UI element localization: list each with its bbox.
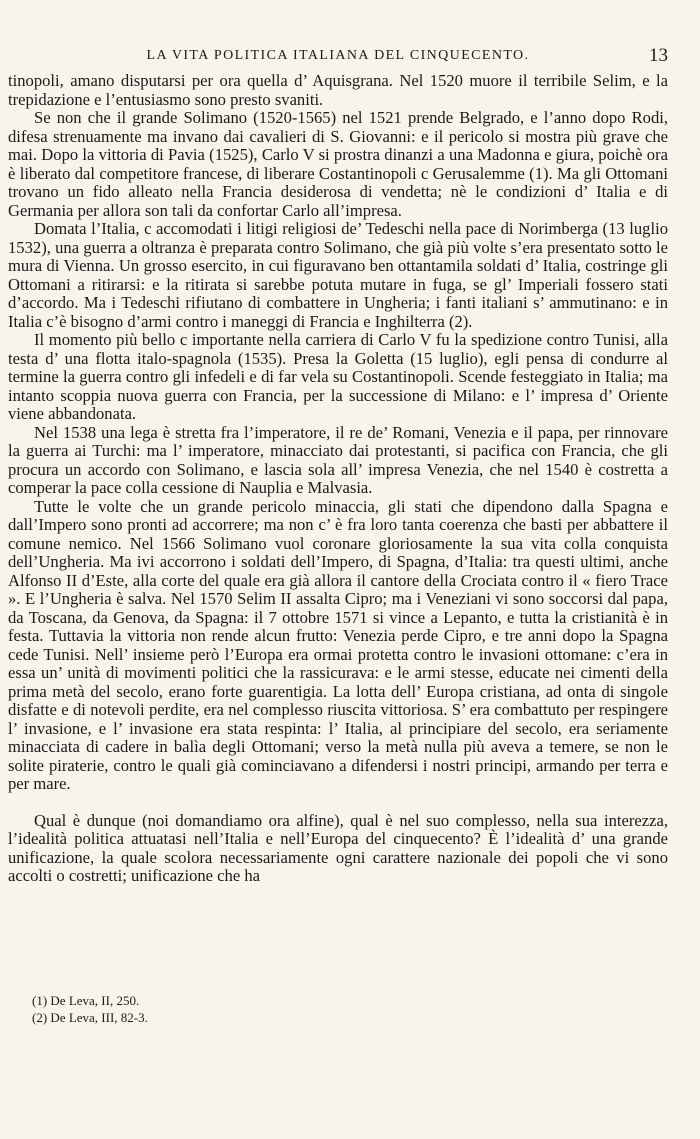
page-header — [8, 45, 668, 72]
paragraph: Qual è dunque (noi domandiamo ora alfine), qual è nel suo complesso, nella sua interezza, l’idealità politica attuatasi nell’Italia e nell’Europa del cinquecento? È l’idealità d’ una grande unificazione, la quale scolora necessariamente ogni carattere nazionale dei popoli che vi sono accolti o costretti; unificazione che ha — [8, 810, 668, 885]
footnotes — [32, 992, 148, 1026]
body-text — [8, 72, 668, 886]
paragraph: Se non che il grande Solimano (1520-1565) nel 1521 prende Belgrado, e l’anno dopo Rodi, difesa strenuamente ma invano dai cavalieri di S. Giovanni: e il pericolo si mostra più grave che mai. Dopo la vittoria di Pavia (1525), Carlo V si prostra dinanzi a una Madonna e giura, poichè ora è liberato dal competitore francese, di liberare Costantinopoli c Gerusalemme (1). Ma gli Ottomani trovano un fido alleato nella Francia desiderosa di vendetta; nè le condizioni d’ Italia e di Germania per allora son tali da confortar Carlo all’impresa. — [8, 108, 668, 220]
paragraph: Nel 1538 una lega è stretta fra l’imperatore, il re de’ Romani, Venezia e il papa, per rinnovare la guerra ai Turchi: ma l’ imperatore, minacciato dai protestanti, si pacifica con Francia, che gli procura un accordo con Solimano, e lascia sola all’ impresa Venezia, che nel 1540 è costretta a comperar la pace colla cessione di Nauplia e Malvasia. — [8, 422, 668, 497]
paragraph: Tutte le volte che un grande pericolo minaccia, gli stati che dipendono dalla Spagna e dall’Impero sono pronti ad accorrere; ma non c’ è fra loro tanta coerenza che basti per abbattere il comune nemico. Nel 1566 Solimano vuol coronare gloriosamente la sua vita colla conquista dell’Ungheria. Ma ivi accorrono i soldati dell’Impero, di Spagna, d’Italia: tra questi ultimi, anche Alfonso II d’Este, alla corte del quale era già allora il cantore della Crociata contro il « fiero Trace ». E l’Ungheria è salva. Nel 1570 Selim II assalta Cipro; ma i Veneziani vi sono soccorsi dal papa, da Toscana, da Genova, da Spagna: il 7 ottobre 1571 si vince a Lepanto, e tutta la cristianità è in festa. Tuttavia la vittoria non rende alcun frutto: Venezia perde Cipro, e tre anni dopo la Spagna cede Tunisi. Nell’ insieme però l’Europa era ormai protetta contro le invasioni ottomane: c’era in essa un’ unità di movimenti politici che la rassicurava: e le armi stesse, educate nei cimenti della prima metà del secolo, erano forte guarentigia. La lotta dell’ Europa cristiana, ad onta di singole disfatte e di notevoli perdite, era nel complesso riuscita vittoriosa. S’ era combattuto per respingere l’ invasione, e l’ invasione era stata respinta: l’ Italia, al principiare del secolo, era seriamente minacciata di cadere in balìa degli Ottomani; verso la metà nulla più aveva a temere, se non le solite piraterie, contro le quali già cominciavano a difendersi i nostri principi, armando per terra e per mare. — [8, 496, 668, 793]
paragraph: Domata l’Italia, c accomodati i litigi religiosi de’ Tedeschi nella pace di Norimberga (13 luglio 1532), una guerra a oltranza è preparata contro Solimano, che già più volte s’era presentato sotto le mura di Vienna. Un grosso esercito, in cui figuravano ben ottantamila soldati d’ Italia, costringe gli Ottomani a ritirarsi: e la ritirata si sarebbe potuta mutare in fuga, se gl’ Imperiali fossero stati d’accordo. Ma i Tedeschi rifiutano di combattere in Ungheria; i fanti italiani s’ ammutinano: e in Italia c’è bisogno d’armi contro i maneggi di Francia e Inghilterra (2). — [8, 219, 668, 331]
footnote: (2) De Leva, III, 82-3. — [32, 1010, 148, 1025]
paragraph: Il momento più bello c importante nella carriera di Carlo V fu la spedizione contro Tunisi, alla testa d’ una flotta italo-spagnola (1535). Presa la Goletta (15 luglio), egli pensa di condurre al termine la guerra contro gli infedeli e di far vela su Costantinopoli. Scende festeggiato in Italia; ma intanto scoppia nuova guerra con Francia, per la successione di Milano: e l’ impresa d’ Oriente viene abbandonata. — [8, 330, 668, 423]
running-head: LA VITA POLITICA ITALIANA DEL CINQUECENTO. — [146, 48, 530, 63]
footnote: (1) De Leva, II, 250. — [32, 993, 140, 1008]
paragraph: tinopoli, amano disputarsi per ora quella d’ Aquisgrana. Nel 1520 muore il terribile Selim, e la trepidazione e l’entusiasmo sono presto svaniti. — [8, 71, 668, 109]
page-number: 13 — [649, 45, 668, 66]
